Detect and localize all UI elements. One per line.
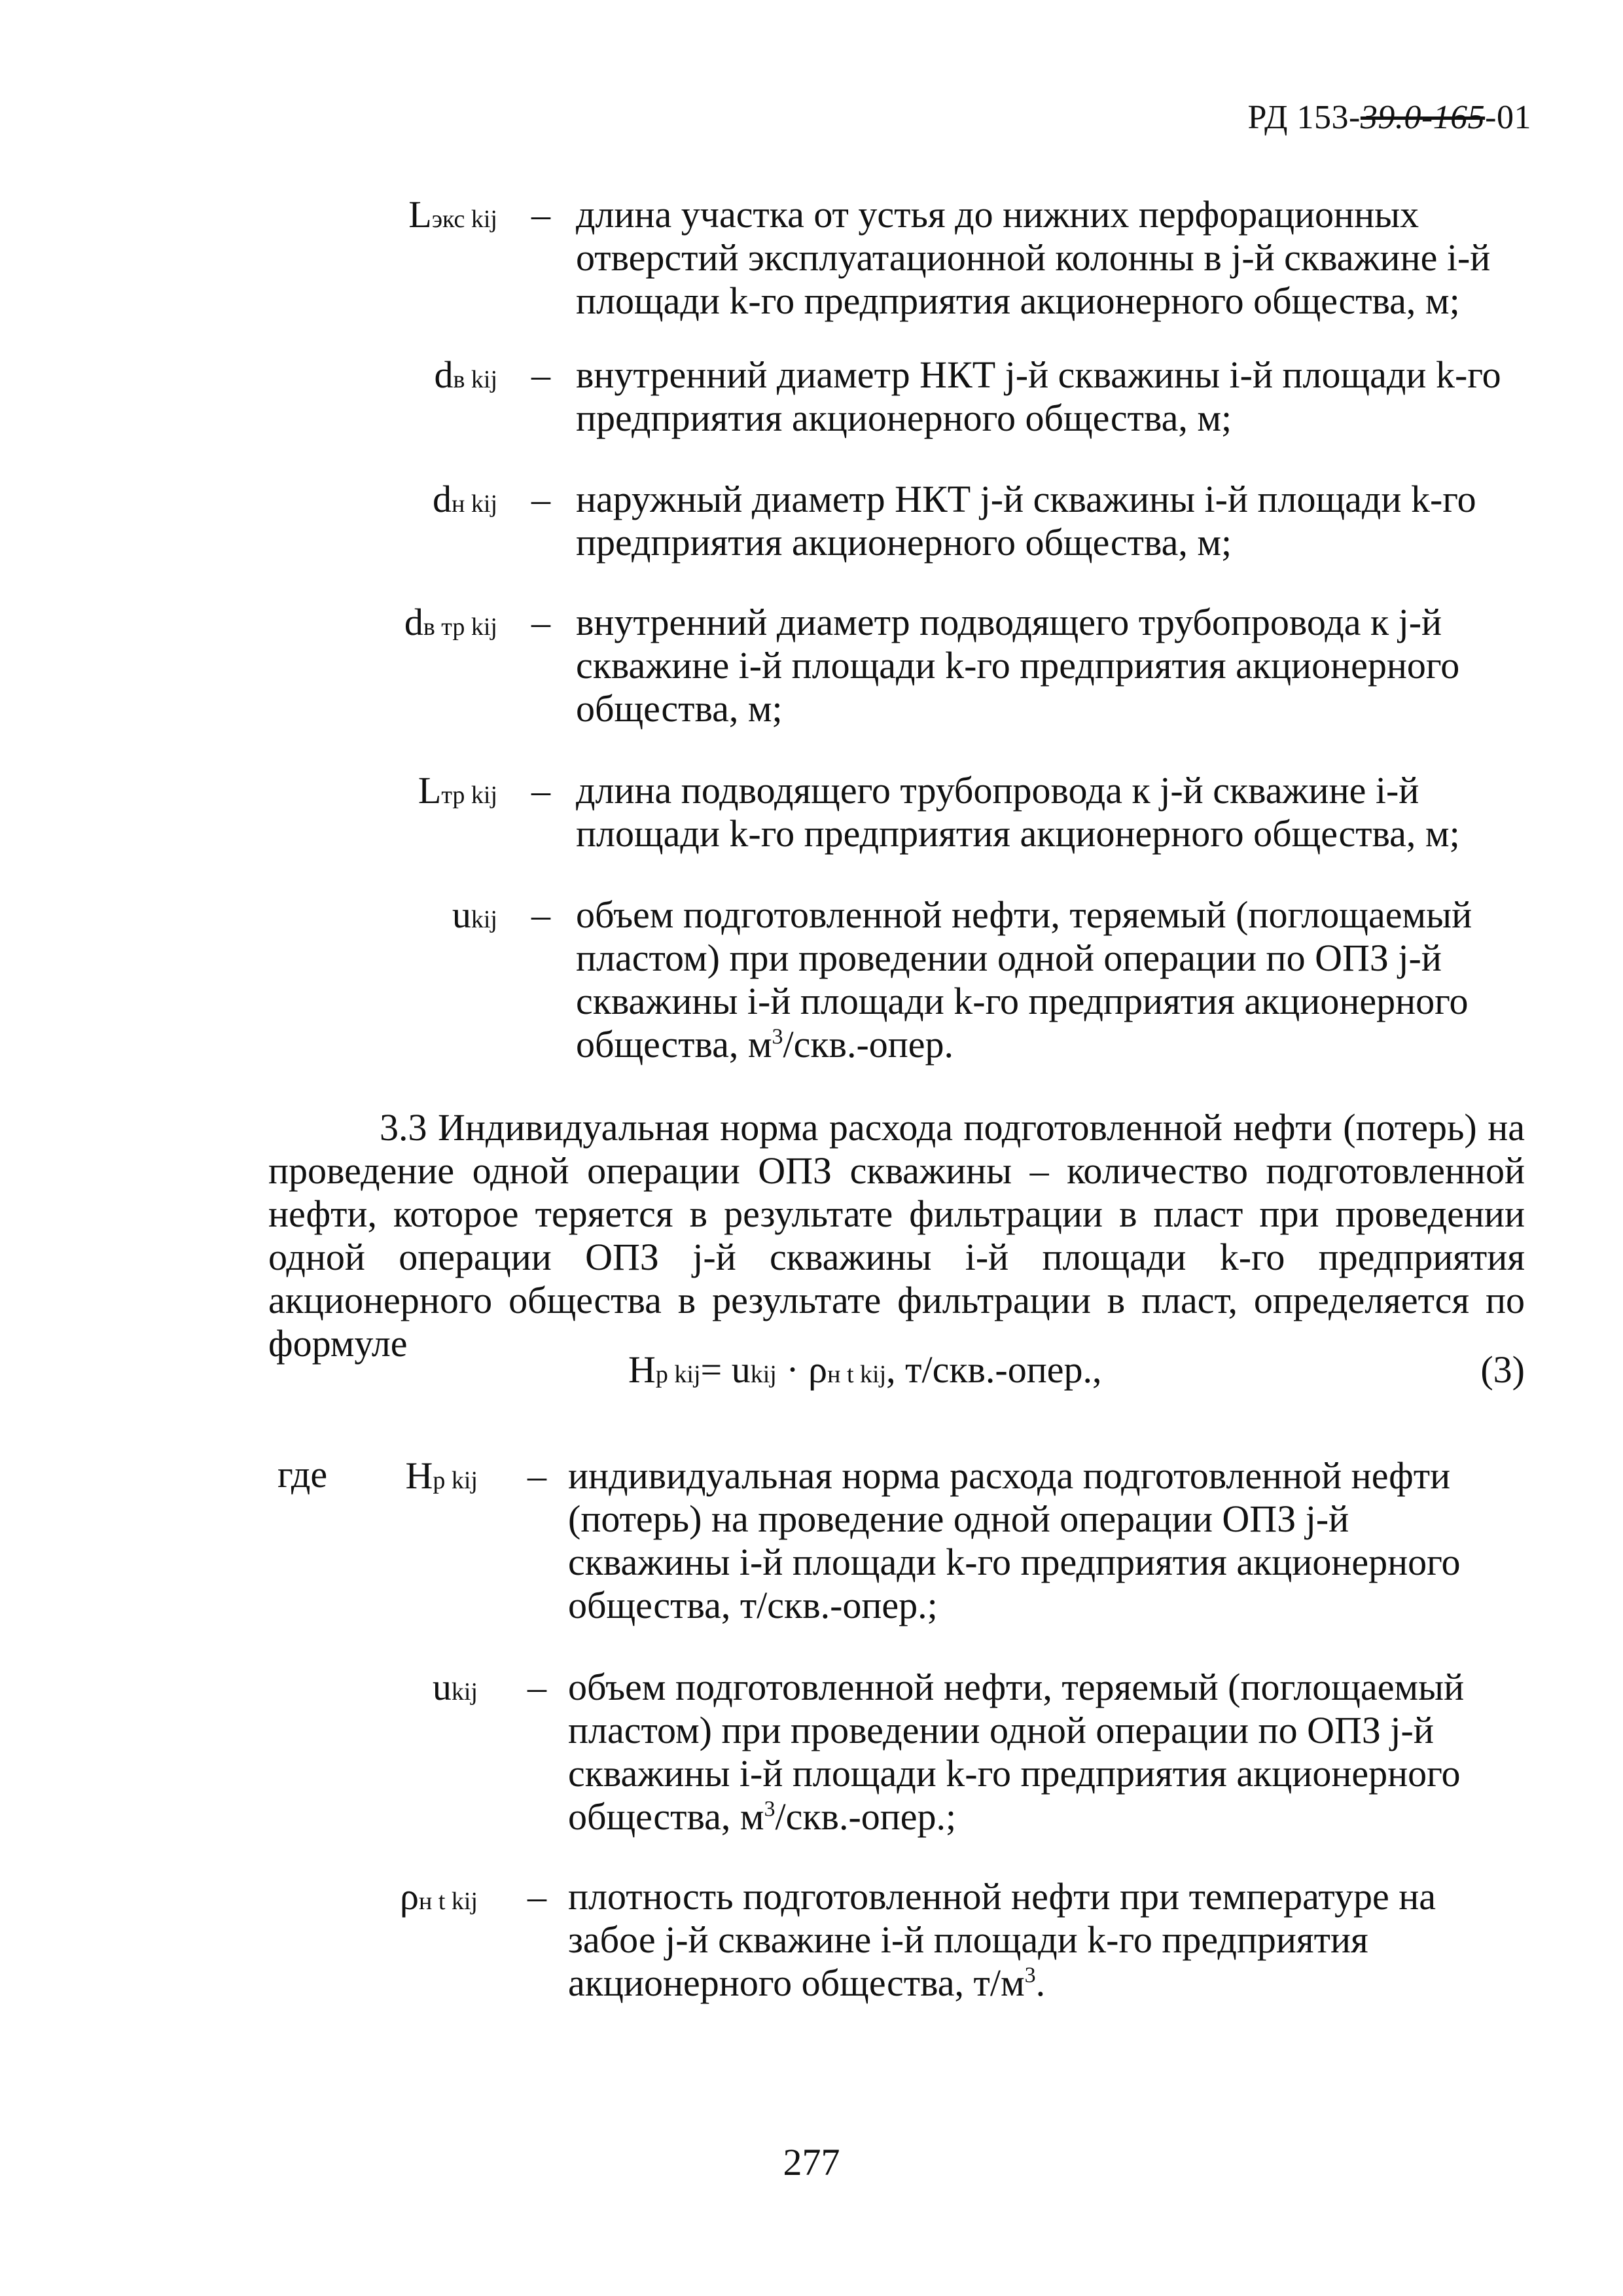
definition-symbol: Lэкс kij [408,193,497,236]
definition-symbol: dв тр kij [404,601,497,643]
definition-text: объем подготовленной нефти, теряемый (поглощаемый пластом) при проведении одной операции по ОПЗ j-й скважины i-й площади k-го предприятия акционерного общества, $м^3/скв$.-опер. [576,893,1472,1066]
definition-text: внутренний диаметр НКТ j-й скважины i-й площади k-го предприятия акционерного общества, м; [576,353,1501,439]
definition-symbol: ukij [432,1666,478,1708]
definition-dash: – [531,353,550,396]
definition-text: длина участка от устья до нижних перфорационных отверстий эксплуатационной колонны в j-й скважине i-й площади k-го предприятия акционерного общества, м; [576,193,1491,322]
definition-dash: – [531,601,550,643]
where-label: где [277,1453,328,1496]
document-code-header [1248,98,1531,137]
definition-dash: – [531,478,550,520]
definition-dash: – [531,769,550,812]
definition-text: плотность подготовленной нефти при температуре на забое j-й скважине i-й площади k-го предприятия акционерного общества, $т/м^3$. [568,1875,1436,2004]
definition-dash: – [531,193,550,236]
definition-text: внутренний диаметр подводящего трубопровода к j-й скважине i-й площади k-го предприятия акционерного общества, м; [576,601,1460,730]
definition-text: индивидуальная норма расхода подготовленной нефти (потерь) на проведение одной операции ОПЗ j-й скважины i-й площади k-го предприятия акционерного общества, т/скв.-опер.; [568,1454,1461,1626]
definition-symbol: dв kij [434,353,497,396]
definition-dash: – [531,893,550,936]
formula-number: (3) [1480,1348,1525,1391]
definition-dash: – [527,1666,546,1708]
header-suffix: -01 [1485,99,1531,136]
definition-text: длина подводящего трубопровода к j-й скважине i-й площади k-го предприятия акционерного общества, м; [576,769,1460,855]
definition-symbol: ukij [452,893,497,936]
page-number: 277 [783,2141,840,2183]
handwritten-code: 39.0-165 [1360,99,1486,136]
section-3-3-paragraph: 3.3 Индивидуальная норма расхода подготовленной нефти (потерь) на проведение одной операции ОПЗ скважины – количество подготовленной нефти, которое теряется в результате фильтрации в пласт при проведении одной операции ОПЗ j-й скважины i-й площади k-го предприятия акционерного общества в результате фильтрации в пласт, определяется по формуле [268,1106,1525,1365]
definition-symbol: Hр kij [405,1454,478,1497]
definition-dash: – [527,1875,546,1918]
definition-text: наружный диаметр НКТ j-й скважины i-й площади k-го предприятия акционерного общества, м; [576,478,1476,564]
definition-symbol: ρн t kij [400,1875,478,1918]
header-prefix: РД 153- [1247,99,1361,136]
definition-symbol: Lтр kij [418,769,497,812]
definition-dash: – [527,1454,546,1497]
formula-3: Hр kij= ukij · ρн t kij, т/скв.-опер., [628,1348,1102,1391]
definition-text: объем подготовленной нефти, теряемый (поглощаемый пластом) при проведении одной операции по ОПЗ j-й скважины i-й площади k-го предприятия акционерного общества, $м^3/скв$.-опер.; [568,1666,1465,1838]
definition-symbol: dн kij [433,478,497,520]
